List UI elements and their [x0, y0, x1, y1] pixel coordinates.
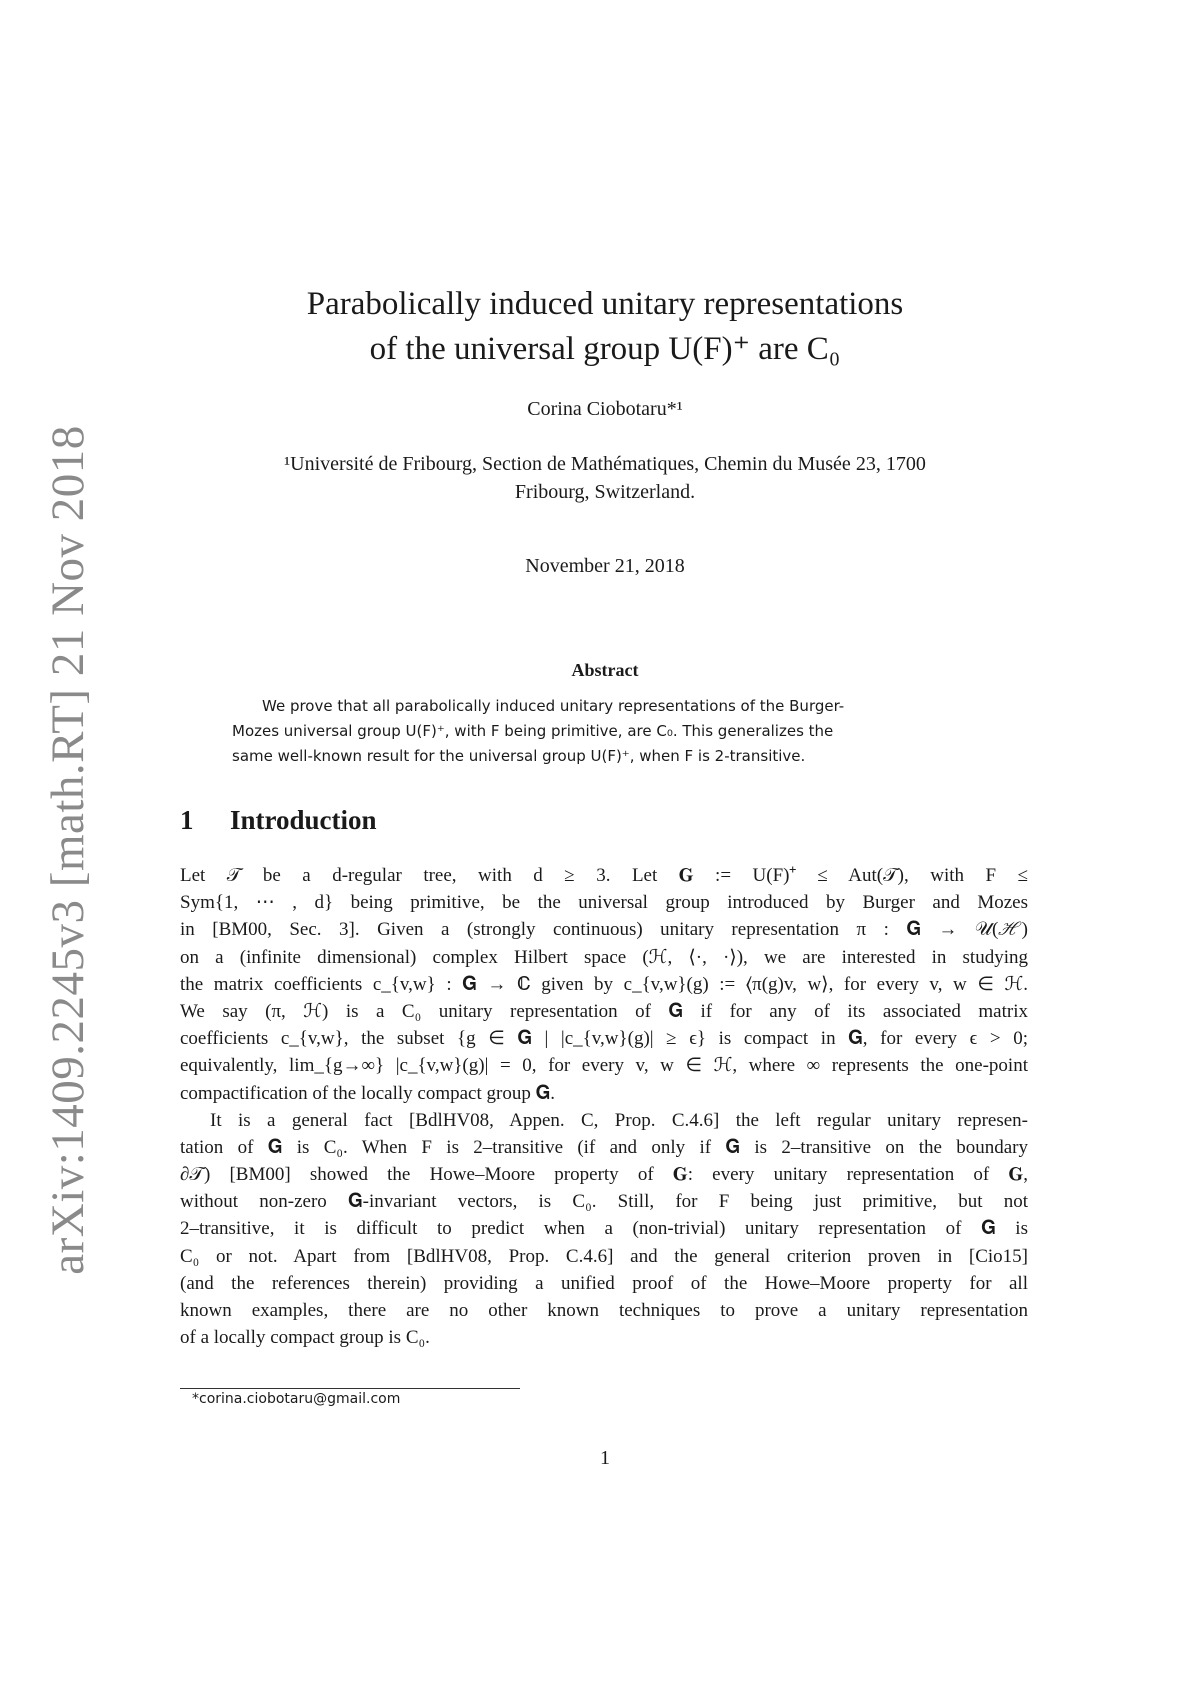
affiliation	[180, 450, 1030, 506]
text-line: Let 𝒯 be a d-regular tree, with d ≥ 3. Let 𝐆 := U(F)⁺ ≤ Aut(𝒯), with F ≤	[180, 865, 1028, 886]
text-line: the matrix coefficients c_{v,w} : 𝐆 → ℂ given by c_{v,w}(g) := ⟨π(g)v, w⟩, for every v, w ∈ ℋ.	[180, 973, 1028, 995]
text-line: compactification of the locally compact group 𝐆.	[180, 1082, 555, 1104]
section-title: Introduction	[230, 805, 377, 835]
title-line: of the universal group U(F)⁺ are C₀	[369, 331, 841, 367]
text-line: 2–transitive, it is difficult to predict when a (non-trivial) unitary representation of 𝐆 is	[180, 1218, 1028, 1240]
abstract-body	[232, 694, 977, 769]
text-line: Sym{1, ⋯ , d} being primitive, be the universal group introduced by Burger and Mozes	[180, 892, 1028, 914]
text-line: We say (π, ℋ) is a C₀ unitary representation of 𝐆 if for any of its associated matrix	[180, 1000, 1028, 1022]
text-line: (and the references therein) providing a unified proof of the Howe–Moore property for all	[180, 1272, 1028, 1294]
paper-title	[160, 282, 1050, 372]
page-number: 1	[600, 1447, 610, 1469]
text-line: in [BM00, Sec. 3]. Given a (strongly continuous) unitary representation π : 𝐆 → 𝒰(ℋ)	[180, 919, 1028, 941]
text-line: coefficients c_{v,w}, the subset {g ∈ 𝐆 | |c_{v,w}(g)| ≥ ϵ} is compact in 𝐆, for every ϵ > 0;	[180, 1028, 1028, 1050]
text-line: on a (infinite dimensional) complex Hilbert space (ℋ, ⟨·, ·⟩), we are interested in studying	[180, 946, 1028, 968]
section-heading	[180, 805, 377, 836]
footnote-rule	[180, 1388, 520, 1389]
text-line: C₀ or not. Apart from [BdlHV08, Prop. C.4.6] and the general criterion proven in [Cio15]	[180, 1245, 1028, 1267]
affiliation-line: Fribourg, Switzerland.	[514, 481, 696, 503]
footnote-email: *corina.ciobotaru@gmail.com	[192, 1391, 401, 1407]
author-name: Corina Ciobotaru*¹	[527, 398, 683, 420]
paragraph-2	[180, 1107, 1028, 1352]
abstract-line: We prove that all parabolically induced unitary representations of the Burger-	[262, 697, 845, 715]
arxiv-identifier: arXiv:1409.2245v3 [math.RT] 21 Nov 2018	[42, 425, 94, 1275]
text-line: of a locally compact group is C₀.	[180, 1327, 430, 1349]
text-line: without non-zero 𝐆-invariant vectors, is C₀. Still, for F being just primitive, but not	[180, 1191, 1028, 1213]
abstract-line: Mozes universal group U(F)⁺, with F being primitive, are C₀. This generalizes the	[232, 722, 834, 740]
affiliation-line: ¹Université de Fribourg, Section de Mathématiques, Chemin du Musée 23, 1700	[284, 453, 926, 475]
text-line: It is a general fact [BdlHV08, Appen. C, Prop. C.4.6] the left regular unitary represen-	[210, 1109, 1028, 1131]
paragraph-1	[180, 862, 1028, 1107]
text-line: ∂𝒯) [BM00] showed the Howe–Moore property of 𝐆: every unitary representation of 𝐆,	[180, 1164, 1028, 1186]
introduction-body	[180, 862, 1028, 1351]
section-number: 1	[180, 805, 194, 835]
title-line: Parabolically induced unitary representations	[306, 286, 904, 322]
abstract-line: same well-known result for the universal group U(F)⁺, when F is 2-transitive.	[232, 747, 806, 765]
arxiv-side-stamp	[8, 425, 128, 1275]
abstract-heading: Abstract	[571, 660, 639, 680]
text-line: equivalently, lim_{g→∞} |c_{v,w}(g)| = 0, for every v, w ∈ ℋ, where ∞ represents the one-point	[180, 1055, 1028, 1077]
paper-date: November 21, 2018	[525, 555, 685, 577]
text-line: tation of 𝐆 is C₀. When F is 2–transitive (if and only if 𝐆 is 2–transitive on the boundary	[180, 1136, 1028, 1158]
text-line: known examples, there are no other known techniques to prove a unitary representation	[180, 1300, 1028, 1321]
